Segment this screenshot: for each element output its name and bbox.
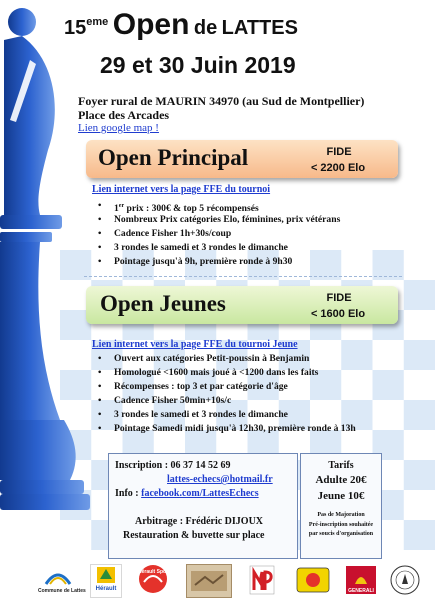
yellow-sponsor-logo xyxy=(296,564,330,596)
tournament-title xyxy=(64,8,424,42)
sponsor-photo-icon xyxy=(187,565,231,597)
lattes-caption: Commune de Lattes xyxy=(38,588,86,594)
tournament-dates: 29 et 30 Juin 2019 xyxy=(100,52,296,78)
tarif-adulte: Adulte 20€ xyxy=(315,474,367,486)
board-square xyxy=(404,400,435,430)
lattes-logo xyxy=(38,564,86,596)
board-square xyxy=(373,370,404,400)
list-item: • Pointage Samedi midi jusqu'à 12h30, première ronde à 13h xyxy=(98,423,356,434)
list-item: • Homologué <1600 mais joué à <1200 dans les faits xyxy=(98,367,319,378)
de-word: de xyxy=(193,17,218,39)
venue-place: Place des Arcades xyxy=(78,108,170,122)
herault-caption: Hérault xyxy=(95,586,117,592)
foyer-rural-seal-icon xyxy=(388,564,422,596)
jeunes-fide-label: FIDE xyxy=(326,292,352,304)
herault-logo xyxy=(90,564,122,598)
preinscription-note-1: Pré-inscription souhaitée xyxy=(308,522,374,528)
principal-fide-label: FIDE xyxy=(326,146,352,158)
list-item: • Pointage jusqu'à 9h, première ronde à 9h30 xyxy=(98,256,293,267)
sponsor-photo-logo xyxy=(186,564,232,598)
info-label: Info : xyxy=(115,488,142,499)
tarifs-title: Tarifs xyxy=(328,460,354,471)
list-item: • Cadence Fisher 1h+30s/coup xyxy=(98,228,232,239)
section-divider xyxy=(84,276,402,277)
list-item: • Récompenses : top 3 et par catégorie d'âge xyxy=(98,381,288,392)
open-principal-title: Open Principal xyxy=(98,145,249,170)
list-item: • Nombreux Prix catégories Elo, féminines, prix vétérans xyxy=(98,214,341,225)
jeunes-details-list xyxy=(92,352,356,436)
contact-info-box xyxy=(108,453,298,559)
tarifs-box xyxy=(300,453,382,559)
open-word: Open xyxy=(112,8,190,41)
jeunes-ffe-link[interactable]: Lien internet vers la page FFE du tournoi Jeune xyxy=(92,339,298,350)
open-jeunes-banner xyxy=(86,286,398,324)
principal-details-list xyxy=(92,199,340,269)
preinscription-note-2: par soucis d'organisation xyxy=(308,531,374,537)
list-item: • Ouvert aux catégories Petit-poussin à Benjamin xyxy=(98,353,310,364)
edition-suffix: eme xyxy=(86,16,109,28)
board-square xyxy=(404,520,435,550)
mp-logo xyxy=(248,564,276,596)
list-item: • 3 rondes le samedi et 3 rondes le dimanche xyxy=(98,409,288,420)
inscription-phone: Inscription : 06 37 14 52 69 xyxy=(115,460,231,471)
mp-brand-icon xyxy=(248,564,276,596)
board-square xyxy=(404,280,435,310)
restauration-text: Restauration & buvette sur place xyxy=(123,530,265,541)
foyer-rural-logo xyxy=(388,564,422,596)
list-item: • Cadence Fisher 50min+10s/c xyxy=(98,395,232,406)
facebook-link[interactable]: facebook.com/LattesEchecs xyxy=(141,488,259,499)
tarif-jeune: Jeune 10€ xyxy=(317,490,365,502)
arbitrage-text: Arbitrage : Frédéric DIJOUX xyxy=(135,516,264,527)
board-square xyxy=(404,460,435,490)
herault-sport-logo xyxy=(136,564,170,596)
list-item: • 3 rondes le samedi et 3 rondes le dimanche xyxy=(98,242,288,253)
venue-address: Foyer rural de MAURIN 34970 (au Sud de Montpellier) xyxy=(78,94,365,108)
principal-elo-limit: < 2200 Elo xyxy=(310,162,366,174)
open-jeunes-title: Open Jeunes xyxy=(100,291,226,316)
city-name: LATTES xyxy=(221,17,298,39)
venue-block xyxy=(78,94,364,122)
board-square xyxy=(404,340,435,370)
herault-sport-caption: Hérault Sport xyxy=(138,569,170,575)
herault-emblem-icon xyxy=(91,565,121,585)
list-item: • 1er prix : 300€ & top 5 récompensés xyxy=(98,200,259,215)
jeunes-elo-limit: < 1600 Elo xyxy=(310,308,366,320)
contact-email-link[interactable]: lattes-echecs@hotmail.fr xyxy=(167,474,273,485)
yellow-sponsor-icon xyxy=(296,564,330,596)
generali-logo xyxy=(346,564,376,596)
principal-ffe-link[interactable]: Lien internet vers la page FFE du tournoi xyxy=(92,184,271,195)
generali-caption: GENERALI xyxy=(348,588,374,594)
edition-number: 15 xyxy=(64,17,87,39)
open-principal-banner xyxy=(86,140,398,178)
majoration-note: Pas de Majoration xyxy=(317,512,365,518)
google-map-link[interactable]: Lien google map ! xyxy=(78,122,159,134)
lattes-emblem-icon xyxy=(40,564,76,588)
